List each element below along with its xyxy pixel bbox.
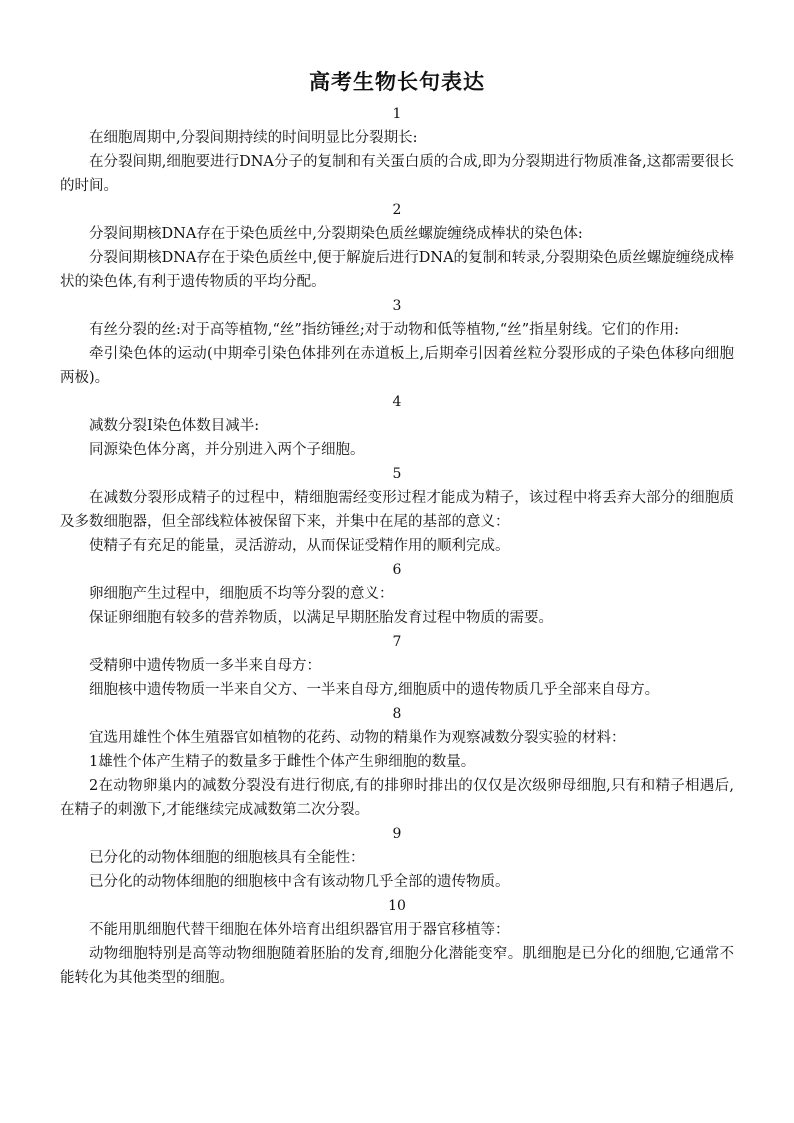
item-question: 减数分裂Ⅰ染色体数目减半: [89, 418, 260, 434]
item-question: 在细胞周期中,分裂间期持续的时间明显比分裂期长: [89, 130, 418, 146]
document-title: 高考生物长句表达 [309, 70, 485, 94]
item-question: 在减数分裂形成精子的过程中，精细胞需经变形过程才能成为精子，该过程中将丢弃大部分的细胞质及多数细胞器，但全部线粒体被保留下来，并集中在尾的基部的意义： [60, 490, 734, 530]
item-question: 已分化的动物体细胞的细胞核具有全能性： [89, 850, 365, 866]
item-number: 1 [392, 106, 402, 122]
item-question: 受精卵中遗传物质一多半来自母方： [89, 658, 321, 674]
item-number: 4 [392, 394, 402, 410]
item-answer: 动物细胞特别是高等动物细胞随着胚胎的发育,细胞分化潜能变窄。肌细胞是已分化的细胞,它通常不能转化为其他类型的细胞。 [60, 946, 734, 986]
item-number: 5 [392, 466, 402, 482]
item-question: 卵细胞产生过程中，细胞质不均等分裂的意义： [89, 586, 394, 602]
item-answer: 分裂间期核DNA存在于染色质丝中,便于解旋后进行DNA的复制和转录,分裂期染色质丝螺旋缠绕成棒状的染色体,有利于遗传物质的平均分配。 [60, 250, 734, 290]
item-answer: 使精子有充足的能量，灵活游动，从而保证受精作用的顺利完成。 [89, 538, 510, 554]
document-page [60, 64, 734, 990]
item-answer: 在分裂间期,细胞要进行DNA分子的复制和有关蛋白质的合成,即为分裂期进行物质准备,这都需要很长的时间。 [60, 154, 734, 194]
item-number: 10 [388, 898, 406, 914]
item-number: 9 [392, 826, 402, 842]
item-answer: 已分化的动物体细胞的细胞核中含有该动物几乎全部的遗传物质。 [89, 874, 510, 890]
item-question: 宜选用雄性个体生殖器官如植物的花药、动物的精巢作为观察减数分裂实验的材料： [89, 730, 626, 746]
item-question: 不能用肌细胞代替干细胞在体外培育出组织器官用于器官移植等： [89, 922, 510, 938]
item-question: 分裂间期核DNA存在于染色质丝中,分裂期染色质丝螺旋缠绕成棒状的染色体: [89, 226, 583, 242]
item-question: 有丝分裂的丝:对于高等植物,“丝”指纺锤丝;对于动物和低等植物,“丝”指星射线。它们的作用: [89, 322, 680, 338]
item-number: 8 [392, 706, 402, 722]
item-number: 7 [392, 634, 402, 650]
item-answer: 牵引染色体的运动(中期牵引染色体排列在赤道板上,后期牵引因着丝粒分裂形成的子染色体移向细胞两极)。 [60, 346, 734, 386]
item-answer: 保证卵细胞有较多的营养物质，以满足早期胚胎发育过程中物质的需要。 [89, 610, 553, 626]
item-number: 6 [392, 562, 402, 578]
item-answer: 2在动物卵巢内的减数分裂没有进行彻底,有的排卵时排出的仅仅是次级卵母细胞,只有和精子相遇后,在精子的刺激下,才能继续完成减数第二次分裂。 [60, 778, 734, 818]
item-number: 3 [392, 298, 402, 314]
item-answer: 同源染色体分离，并分别进入两个子细胞。 [89, 442, 365, 458]
item-answer: 细胞核中遗传物质一半来自父方、一半来自母方,细胞质中的遗传物质几乎全部来自母方。 [89, 682, 660, 698]
item-answer: 1雄性个体产生精子的数量多于雌性个体产生卵细胞的数量。 [89, 754, 476, 770]
item-number: 2 [392, 202, 402, 218]
item-list [60, 102, 734, 990]
